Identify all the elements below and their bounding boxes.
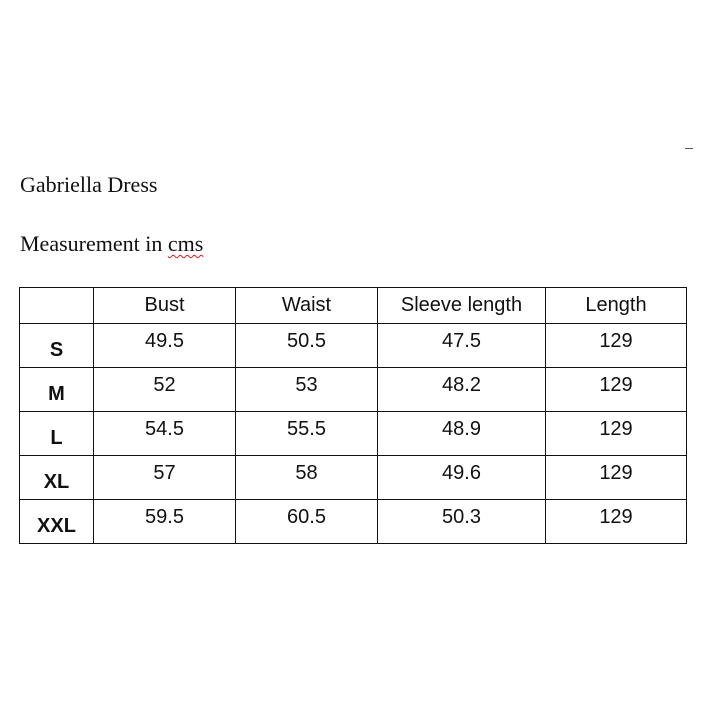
waist-cell: 60.5: [236, 500, 378, 544]
size-cell: XXL: [20, 500, 94, 544]
sleeve-length-cell: 49.6: [378, 456, 546, 500]
table-row: [20, 368, 687, 412]
table-row: [20, 500, 687, 544]
header-cell-length: Length: [546, 288, 687, 324]
sleeve-length-cell: 47.5: [378, 324, 546, 368]
table-header-row: [20, 288, 687, 324]
header-cell-sleeve-length: Sleeve length: [378, 288, 546, 324]
bust-cell: 57: [94, 456, 236, 500]
measurement-unit: cms: [167, 231, 204, 256]
table-row: [20, 412, 687, 456]
header-cell-bust: Bust: [94, 288, 236, 324]
size-cell: S: [20, 324, 94, 368]
bust-cell: 49.5: [94, 324, 236, 368]
header-cell-waist: Waist: [236, 288, 378, 324]
size-cell: M: [20, 368, 94, 412]
length-cell: 129: [546, 500, 687, 544]
size-cell: XL: [20, 456, 94, 500]
length-cell: 129: [546, 368, 687, 412]
sleeve-length-cell: 48.2: [378, 368, 546, 412]
measurement-unit-line: [20, 230, 203, 258]
waist-cell: 53: [236, 368, 378, 412]
measurement-prefix: Measurement in: [20, 231, 168, 256]
document-title: Gabriella Dress: [20, 172, 158, 197]
sleeve-length-cell: 50.3: [378, 500, 546, 544]
bust-cell: 52: [94, 368, 236, 412]
bust-cell: 59.5: [94, 500, 236, 544]
length-cell: 129: [546, 324, 687, 368]
length-cell: 129: [546, 412, 687, 456]
length-cell: 129: [546, 456, 687, 500]
text-cursor-mark: [685, 148, 693, 149]
header-cell-size: [20, 288, 94, 324]
waist-cell: 50.5: [236, 324, 378, 368]
table-row: [20, 456, 687, 500]
size-cell: L: [20, 412, 94, 456]
waist-cell: 55.5: [236, 412, 378, 456]
waist-cell: 58: [236, 456, 378, 500]
size-chart-table: [19, 287, 687, 544]
bust-cell: 54.5: [94, 412, 236, 456]
table-row: [20, 324, 687, 368]
sleeve-length-cell: 48.9: [378, 412, 546, 456]
